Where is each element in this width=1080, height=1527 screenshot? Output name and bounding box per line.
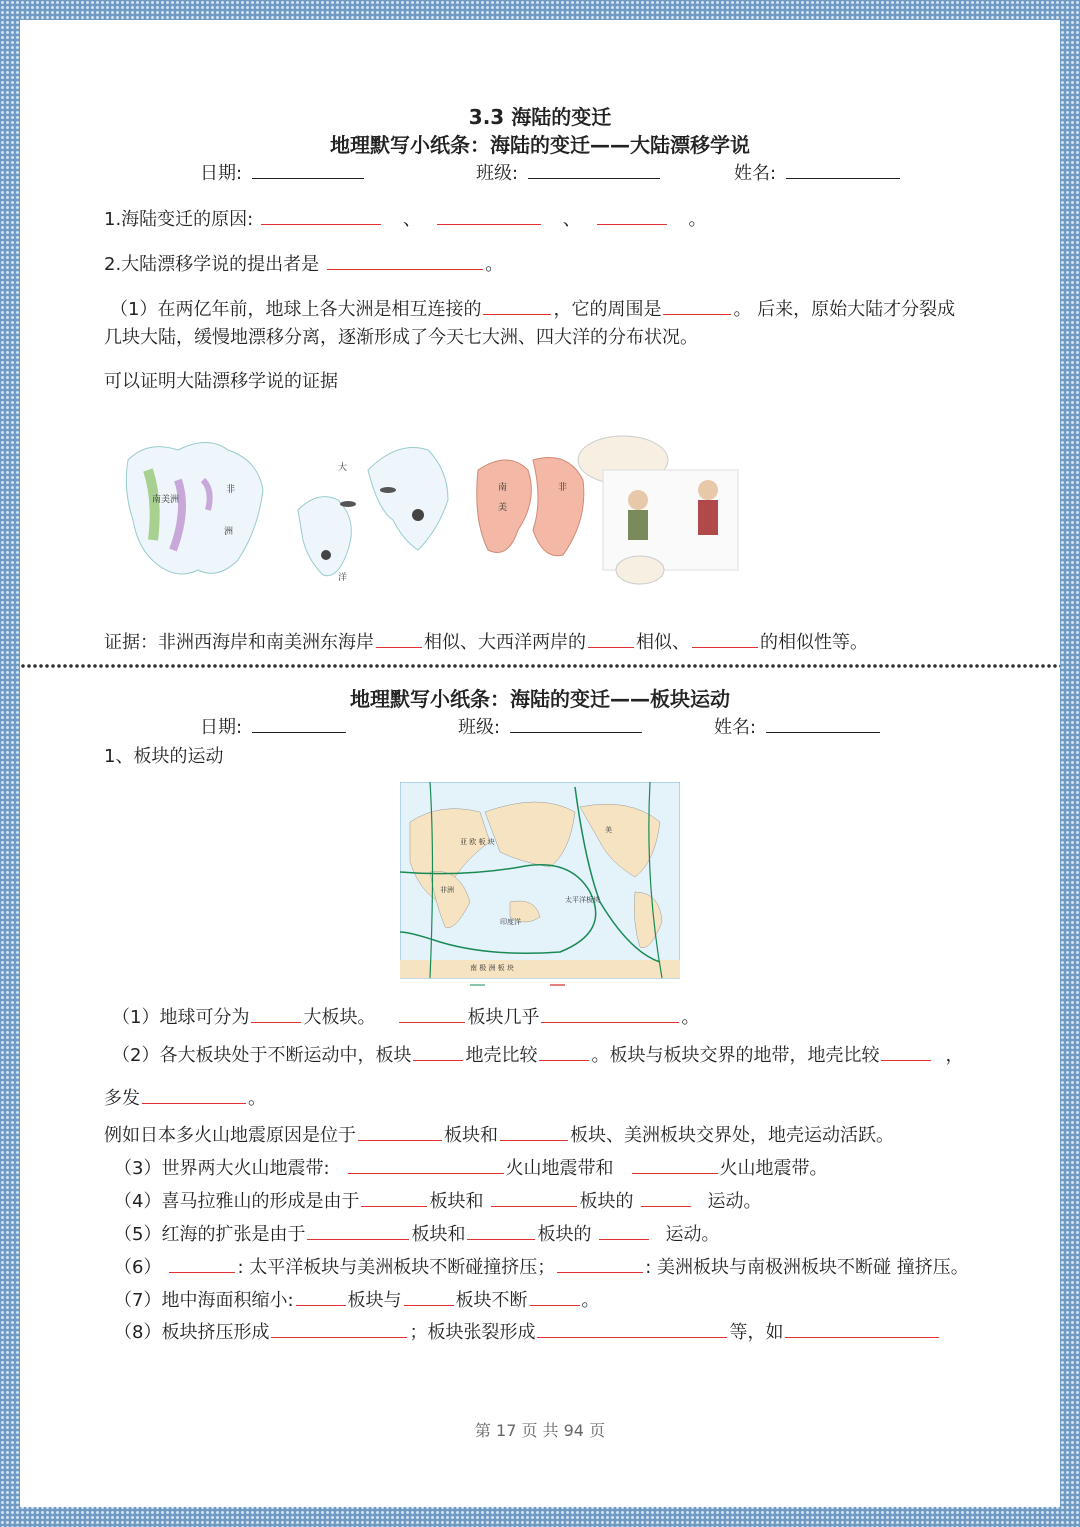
cartoon-illustration	[578, 436, 738, 584]
question-2: 2.大陆漂移学说的提出者是 。	[104, 254, 504, 275]
question-plate-8: （8）板块挤压形成 ；板块张裂形成 等，如	[114, 1321, 941, 1344]
question-plate-2: （2）各大板块处于不断运动中，板块 地壳比较 。板块与板块交界的地带，地壳比较 ，	[112, 1045, 964, 1066]
svg-text:大: 大	[338, 463, 348, 473]
svg-text:美: 美	[605, 826, 612, 834]
japan-example: 例如日本多火山地震原因是位于 板块和 板块、美洲板块交界处，地壳运动活跃。	[104, 1125, 894, 1146]
continent-fit-map	[477, 458, 584, 556]
plate-map-figure	[400, 782, 680, 990]
section-divider	[20, 662, 1060, 670]
svg-text:亚 欧 板 块: 亚 欧 板 块	[460, 838, 495, 846]
svg-text:南: 南	[498, 483, 508, 493]
svg-text:非: 非	[558, 483, 568, 493]
svg-text:非: 非	[226, 485, 236, 495]
evidence-heading: 可以证明大陆漂移学说的证据	[104, 371, 338, 392]
svg-text:洲: 洲	[224, 527, 234, 537]
fossil-map	[118, 430, 268, 590]
evidence-fill: 证据：非洲西海岸和南美洲东海岸 相似、大西洋两岸的 相似、 的相似性等。	[104, 632, 868, 653]
question-plate-6: （6） : 太平洋板块与美洲板块不断碰撞挤压； : 美洲板块与南极洲板块不断碰 撞挤压。	[114, 1257, 969, 1278]
svg-text:印度洋: 印度洋	[500, 918, 521, 926]
question-plate-3: （3）世界两大火山地震带: 火山地震带和 火山地震带。	[114, 1158, 828, 1179]
plate-motion-heading: 1、板块的运动	[104, 746, 224, 767]
question-plate-1: （1）地球可分为 大板块。 板块几乎 。	[112, 1007, 700, 1028]
animal-distribution-map	[298, 448, 448, 584]
svg-text:美: 美	[498, 503, 508, 513]
svg-text:南美洲: 南美洲	[152, 495, 180, 505]
name-label-2: 姓名:	[714, 716, 882, 739]
class-label-1: 班级:	[476, 162, 662, 185]
question-1: 1.海陆变迁的原因: 、 、 。	[104, 209, 707, 230]
worksheet-title-1: 地理默写小纸条：海陆的变迁——大陆漂移学说	[330, 133, 750, 157]
question-2-1-cont: 几块大陆，缓慢地漂移分离，逐渐形成了今天七大洲、四大洋的分布状况。	[104, 327, 698, 348]
question-plate-5: （5）红海的扩张是由于 板块和 板块的 运动。	[114, 1224, 720, 1245]
question-plate-7: （7）地中海面积缩小: 板块与 板块不断 。	[114, 1290, 600, 1311]
question-2-1: （1）在两亿年前，地球上各大洲是相互连接的 ，它的周围是 。 后来，原始大陆才分裂成	[110, 299, 956, 320]
class-label-2: 班级:	[458, 716, 644, 739]
continental-drift-figure	[118, 430, 742, 590]
page-number: 第 17 页 共 94 页	[474, 1421, 606, 1440]
svg-text:非洲: 非洲	[440, 886, 454, 894]
date-label-2: 日期:	[200, 716, 348, 739]
svg-text:南 极 洲 板 块: 南 极 洲 板 块	[470, 964, 514, 972]
worksheet-title-2: 地理默写小纸条：海陆的变迁——板块运动	[350, 687, 730, 711]
name-label-1: 姓名:	[734, 162, 902, 185]
date-label-1: 日期:	[200, 162, 366, 185]
question-plate-4: （4）喜马拉雅山的形成是由于 板块和 板块的 运动。	[114, 1191, 762, 1212]
question-plate-2-cont: 多发 。	[104, 1088, 266, 1109]
svg-text:洋: 洋	[338, 573, 348, 583]
svg-text:太平洋板块: 太平洋板块	[565, 896, 600, 904]
section-number-title: 3.3 海陆的变迁	[468, 105, 612, 129]
